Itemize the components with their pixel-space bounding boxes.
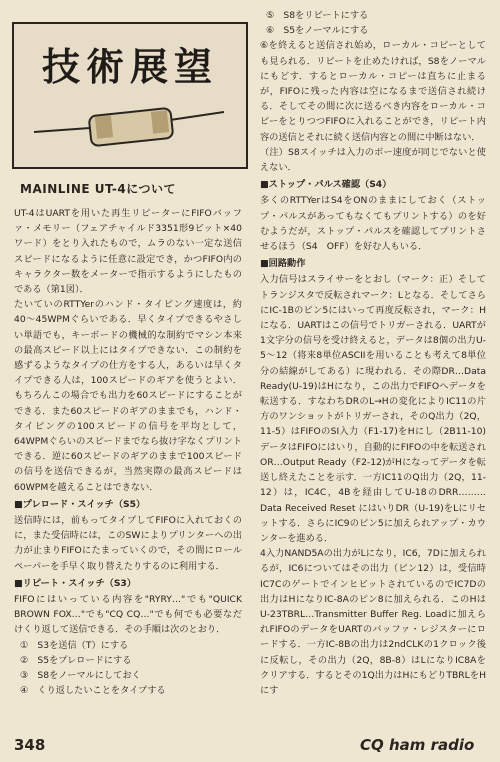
step-item: ① S3を送信（T）にする: [20, 639, 129, 651]
section-heading-preload: ■プレロード・スイッチ（S5）: [14, 498, 146, 510]
intro-paragraph: UT-4はUARTを用いた再生リピーターにFIFOバッファ・メモリー（フェアチャイルド3351形9ビット×40ワード）をとり入れたもので，ムラのない一定な送信スピードになるように任意に設定でき，かつFIFO内のキャラクター数をメーターで指示するようにしたものである（第1図）．: [14, 208, 242, 296]
step-item: ⑤ S8をリピートにする: [266, 10, 369, 21]
speed-paragraph: たいていのRTTYerのハンド・タイピング速度は，約40〜45WPMぐらいである．早くタイプできるやさしい単語でも，キーボードの機械的な制約でマシン本来の最高スピード以上にはタイプできない．この制約を感ずるようなタイプの仕方をする人，あるいは早くタイプできる人は，100スピードのギアを使うとよい．もちろんこの場合でも出力を60スピードにすることができる．また60スピードのギアのままでも，ハンド・タイピングの100スピードの信号を平均として，64WPMぐらいのスピードまでなら抜け字なくプリントできる．逆に60スピードのギアのままで100スピードの信号を送信できるが，当然実際の最高スピードは60WPMを越えることはできない．: [14, 299, 242, 493]
section-heading-circuit: ■回路動作: [260, 258, 306, 270]
header-illustration: [12, 22, 248, 169]
step-item: ④ くり返したいことをタイプする: [20, 685, 166, 697]
capacitor-photo: [34, 94, 224, 158]
magazine-name: CQ ham radio: [360, 736, 475, 754]
preload-paragraph: 送信時には，前もってタイプしてFIFOに入れておくのに，また受信時には，このSWによりプリンターへの出力が止まりFIFOにたまっていくので，その間にロールペーパーを手早く取り替えたりするのに利用する．: [14, 515, 242, 572]
header-title: 技術展望: [41, 44, 218, 89]
article-title: MAINLINE UT-4について: [20, 182, 177, 196]
circuit-paragraph: 入力信号はスライサーをとおし（マーク：正）そしてトランジスタで反転されマーク：Lとなる．そしてさらにIC-1Bのピン5にはいって再度反転され，マーク：Hになる．UARTはこの信号でトリガーされる．UARTが1文字分の信号を受け終えると，データは8個の出力U-5〜12（将来8単位ASCIIを用いることも考えて8単位分の結線がしてある）に現われる．その際DR…Data Ready(U-19)はHになり，この出力でFIFOへデータを転送する．すなわちDRのL→Hの変化によりIC11の片方のワンショットがトリガーされ，そのQ出力（2Q，11-5）はFIFOのSI入力（F1-17)をHにし（2B11-10)データはFIFOにはいり，自動的にFIFOの中を転送されOR…Output Ready（F2-12)がHになってデータを転送し終えたことを示す．一方IC11のQ出力（2Q，11-12）は，IC4C，4Bを経由してU-18のDRR………Data Received Reset にはいりDR（U-19)をLにリセットする．さらにIC9のピン5に加えられアップ・カウンターを進める．: [260, 274, 486, 544]
left-column: [14, 206, 242, 699]
right-column: [260, 8, 486, 698]
note-paragraph: （注）S8スイッチは入力のボー速度が同じでないと使えない．: [260, 146, 486, 174]
step-item: ⑥ S5をノーマルにする: [266, 25, 369, 37]
circuit-paragraph-2: 4入力NAND5Aの出力がLになり，IC6，7Dに加えられるが，IC6についてはその出力（ピン12）は，受信時IC7CのゲートでインヒビットされているのでIC7Dの出力はHになりIC-8Aのピン8に加えられる．このHはU-23TBRL…Transmitter Buffer Reg. Loadに加えられFIFOのデータをUARTのバッファ・レジスターにロードする．一方IC-8Bの出力は2ndCLKの1クロック後に反転し，その出力（2Q，8B-8）はLになりIC8Aをクリアする．するとその1Q出力はHにもどりTBRLをHにす: [260, 548, 486, 696]
stop-paragraph: 多くのRTTYerはS4をONのままにしておく（ストップ・パルスがあってもなくてもプリントする）のを好むようだが，ストップ・パルスを確認してプリントさせるほう（S4 OFF）を好む人もいる．: [260, 195, 486, 253]
step-item: ③ S8をノーマルにしておく: [20, 670, 141, 682]
step-item: ② S5をプレロードにする: [20, 654, 132, 666]
repeat-continued-paragraph: ⑥を終えると送信され始め，ローカル・コピーとしても見られる．リピートを止めたければ，S8をノーマルにもどす．するとローカル・コピーは直ちに止まるが，FIFOに残った内容は空になるまで送信され続ける．そしてその間に次に送るべき内容をローカル・コピーをとりつつFIFOに入れることができ，リピート内容の送信とそれに続く送信内容との間に中断はない．: [260, 40, 486, 143]
section-heading-stop: ■ストップ・パルス確認（S4）: [260, 179, 392, 191]
section-heading-repeat: ■リピート・スイッチ（S3）: [14, 577, 137, 589]
page-number: 348: [14, 736, 46, 754]
repeat-paragraph: FIFOにはいっている内容を"RYRY…"でも"QUICK BROWN FOX…"でも"CQ CQ…"でも何でも必要なだけくり返して送信できる．その手順は次のとおり．: [14, 594, 242, 636]
